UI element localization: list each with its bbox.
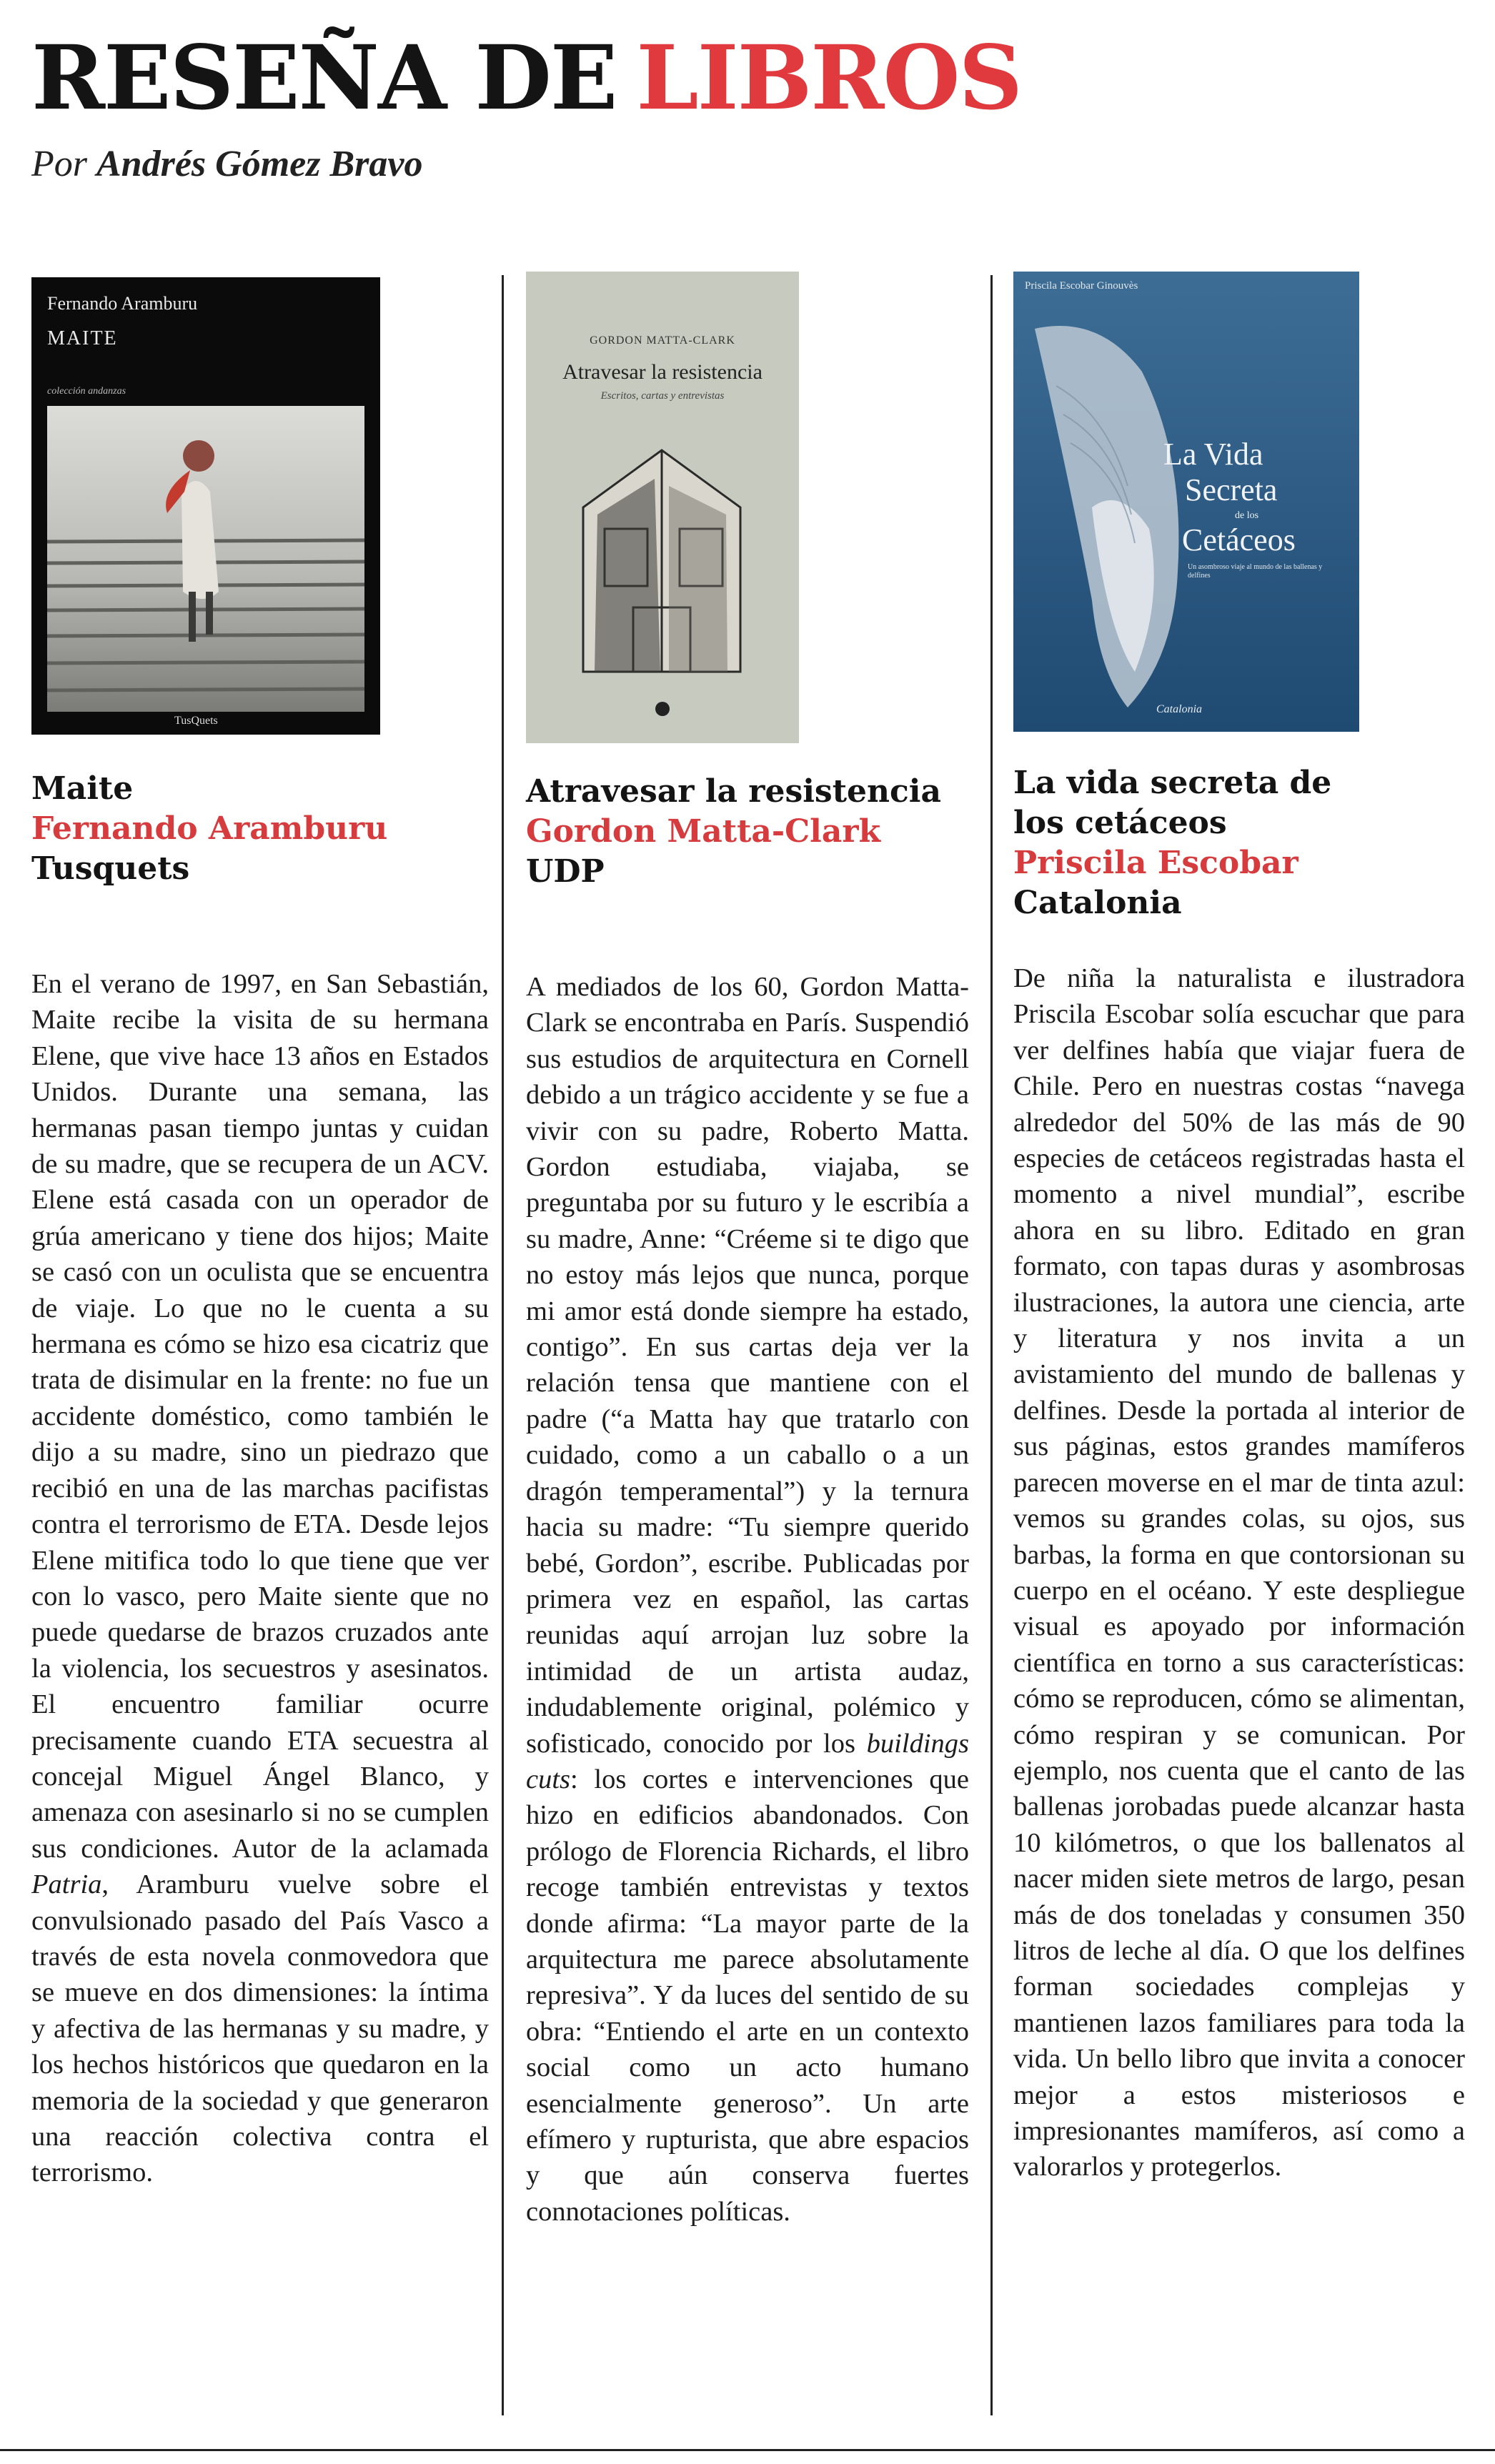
review-text-part: De niña la naturalista e ilustradora Priscila Escobar solía escuchar que para ver delfines había que viajar fuera de Chile. Pero en nuestras costas “navega alrededor del 50% de las más de 90 especies de cetáceos registradas hasta el momento a nivel mundial”, escribe ahora en su libro. Editado en gran formato, con tapas duras y asombrosas ilustraciones, la autora une ciencia, arte y literatura y nos invita a un avistamiento del mundo de ballenas y delfines. Desde la portada al interior de sus páginas, estos grandes mamíferos parecen moverse en el mar de tinta azul: vemos su grandes colas, su ojos, sus barbas, la forma en que contorsionan su cuerpo en el océano. Y este despliegue visual es apoyado por información científica en torno a sus características: cómo se reproducen, cómo se alimentan, cómo respiran y se comunican. Por ejemplo, nos cuenta que el canto de las ballenas jorobadas puede alcanzar hasta 10 kilómetros, o que los ballenatos al nacer miden siete metros de largo, pesan más de dos toneladas y consumen 350 litros de leche al día. O que los delfines forman sociedades complejas y mantienen lazos familiares para toda la vida. Un bello libro que invita a conocer mejor a estos misteriosos e impresionantes mamíferos, así como a valorarlos y protegerlos. <box>1013 963 1465 2182</box>
cover-title-line1: La Vida <box>1163 437 1263 472</box>
book-cover-atravesar <box>526 272 799 743</box>
review-text-part: , Aramburu vuelve sobre el convulsionado pasado del País Vasco a través de esta novela conmovedora que se mueve en dos dimensiones: la íntima y afectiva de las hermanas y su madre, y los hechos históricos que quedaron en la memoria de la sociedad y que generaron una reacción colectiva contra el terrorismo. <box>31 1869 489 2188</box>
book-cover-maite <box>31 277 380 735</box>
cover-title: Atravesar la resistencia <box>562 360 763 384</box>
column-divider <box>990 275 993 2415</box>
review-text-italic: buildings cuts <box>526 1728 969 1794</box>
bottom-rule <box>0 2449 1495 2451</box>
cover-series: colección andanzas <box>47 386 126 397</box>
book-publisher: Tusquets <box>31 850 190 887</box>
page-title <box>31 26 1022 130</box>
title-part-2: LIBROS <box>636 26 1022 130</box>
cover-tagline: Un asombroso viaje al mundo de las ballenas y delfines <box>1188 563 1323 580</box>
cover-subtitle: Escritos, cartas y entrevistas <box>600 390 725 402</box>
review-text-part: : los cortes e intervenciones que hizo en edificios abandonados. Con prólogo de Florencia Richards, el libro recoge también entrevistas y textos donde afirma: “La mayor parte de la arquitectura me parece absolutamente represiva”. Y da luces del sentido de su obra: “Entiendo el arte en un contexto social como un acto humano esencialmente generoso”. Un arte efímero y rupturista, que abre espacios y que aún conserva fuertes connotaciones políticas. <box>526 1764 969 2227</box>
book-title: La vida secreta de los cetáceos <box>1013 765 1332 841</box>
cover-title: MAITE <box>47 327 118 349</box>
cover-author: Fernando Aramburu <box>47 293 198 314</box>
book-publisher: Catalonia <box>1013 885 1182 921</box>
review-text <box>526 969 969 2230</box>
review-text <box>31 966 489 2191</box>
review-text-part: A mediados de los 60, Gordon Matta-Clark se encontraba en París. Suspendió sus estudios de arquitectura en Cornell debido a un trágico accidente y se fue a vivir con su padre, Roberto Matta. Gordon estudiaba, viajaba, se preguntaba por su futuro y le escribía a su madre, Anne: “Créeme si te digo que no estoy más lejos que nunca, porque mi amor está donde siempre ha estado, contigo”. En sus cartas deja ver la relación tensa que mantiene con el padre (“a Matta hay que tratarlo con cuidado, como a un caballo o a un dragón temperamental”) y la ternura hacia su madre: “Tu siempre querido bebé, Gordon”, escribe. Publicadas por primera vez en español, las cartas reunidas aquí arrojan luz sobre la intimidad de un artista audaz, indudablemente original, polémico y sofisticado, conocido por los <box>526 972 969 1759</box>
cover-title-line4: Cetáceos <box>1182 522 1296 557</box>
review-column-2 <box>526 272 969 2230</box>
book-cover-cetaceos <box>1013 272 1359 732</box>
cover-author: Priscila Escobar Ginouvès <box>1025 280 1138 292</box>
book-heading <box>526 772 969 892</box>
book-author: Fernando Aramburu <box>31 810 388 847</box>
cover-publisher-logo: TusQuets <box>174 715 218 727</box>
cover-author: GORDON MATTA-CLARK <box>590 334 735 347</box>
byline-prefix: Por <box>31 144 87 184</box>
review-column-1 <box>31 272 489 2191</box>
book-publisher: UDP <box>526 853 605 890</box>
cover-title-line3: de los <box>1235 510 1259 521</box>
byline <box>31 143 422 185</box>
book-title: Maite <box>31 770 134 807</box>
book-author: Gordon Matta-Clark <box>526 813 881 850</box>
review-text <box>1013 960 1465 2185</box>
review-text-italic: Patria <box>31 1869 102 1900</box>
book-title: Atravesar la resistencia <box>526 773 942 810</box>
column-divider <box>502 275 504 2415</box>
review-column-3 <box>1013 272 1465 2185</box>
cover-publisher-logo: Catalonia <box>1156 703 1203 715</box>
book-heading <box>1013 763 1465 923</box>
book-author: Priscila Escobar <box>1013 845 1298 881</box>
cover-title-line2: Secreta <box>1185 472 1278 507</box>
review-text-part: En el verano de 1997, en San Sebastián, Maite recibe la visita de su hermana Elene, que vive hace 13 años en Estados Unidos. Durante una semana, las hermanas pasan tiempo juntas y cuidan de su madre, que se recupera de un ACV. Elene está casada con un operador de grúa americano y tiene dos hijos; Maite se casó con un oculista que se encuentra de viaje. Lo que no le cuenta a su hermana es cómo se hizo esa cicatriz que trata de disimular en la frente: no fue un accidente doméstico, como también le dijo a su madre, sino un piedrazo que recibió en una de las marchas pacifistas contra el terrorismo de ETA. Desde lejos Elene mitifica todo lo que tiene que ver con lo vasco, pero Maite siente que no puede quedarse de brazos cruzados ante la violencia, los secuestros y asesinatos. El encuentro familiar ocurre precisamente cuando ETA secuestra al concejal Miguel Ángel Blanco, y amenaza con asesinarlo si no se cumplen sus condiciones. Autor de la aclamada <box>31 969 489 1864</box>
book-heading <box>31 769 489 889</box>
title-part-1: RESEÑA DE <box>31 26 617 130</box>
byline-author: Andrés Gómez Bravo <box>96 144 423 184</box>
